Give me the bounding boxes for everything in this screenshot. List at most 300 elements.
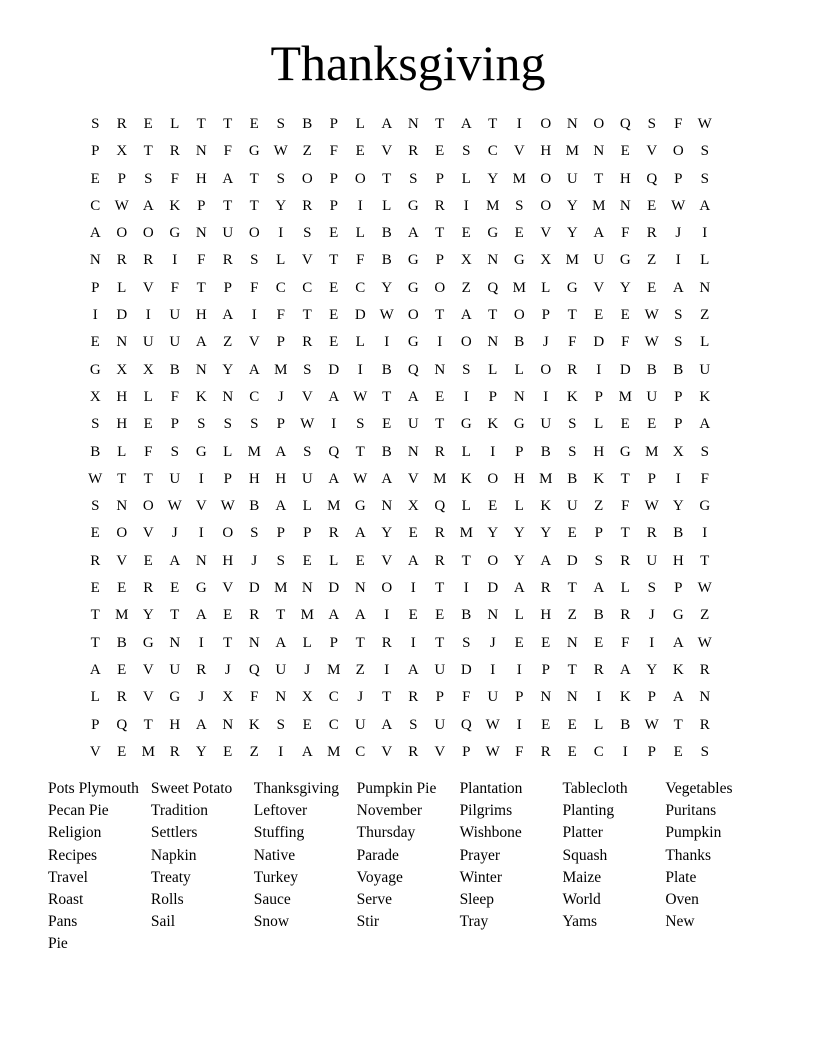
grid-letter: N [407,443,419,460]
grid-letter: N [301,580,313,597]
grid-letter: U [354,716,366,733]
grid-letter: L [117,443,127,460]
grid-letter: L [700,334,710,351]
grid-letter: T [143,143,153,160]
grid-letter: R [116,252,127,269]
grid-letter: I [490,661,496,678]
grid-letter: F [621,334,630,351]
grid-letter: R [434,443,445,460]
grid-letter: L [223,443,233,460]
grid-letter: A [275,498,287,515]
grid-letter: Q [248,661,260,678]
grid-letter: L [382,197,392,214]
grid-letter: V [540,225,552,242]
grid-letter: W [485,716,500,733]
grid-letter: C [302,279,313,296]
grid-letter: S [674,307,683,324]
grid-letter: E [355,143,365,160]
grid-letter: N [195,552,207,569]
grid-letter: E [567,716,577,733]
grid-letter: H [169,716,181,733]
grid-letter: M [115,607,129,624]
grid-letter: Y [275,197,287,214]
word-list-item: Sleep [459,890,494,908]
grid-letter: M [300,607,314,624]
word-list-item: Turkey [253,868,298,886]
grid-letter: E [647,416,657,433]
grid-letter: K [672,661,684,678]
grid-letter: B [620,716,631,733]
grid-letter: Z [700,607,710,624]
grid-letter: P [435,252,444,269]
grid-letter: D [487,580,499,597]
grid-letter: H [195,170,207,187]
grid-letter: I [622,743,628,760]
grid-letter: F [170,388,179,405]
grid-letter: Q [646,170,658,187]
grid-letter: C [355,743,366,760]
grid-letter: F [515,743,524,760]
grid-letter: S [594,552,603,569]
grid-letter: O [248,225,260,242]
grid-letter: P [91,279,100,296]
grid-letter: A [328,470,340,487]
grid-letter: E [329,307,339,324]
word-list-item: Plantation [459,780,523,797]
grid-letter: N [699,279,711,296]
grid-letter: T [461,552,471,569]
grid-letter: Z [355,661,365,678]
grid-letter: R [302,334,313,351]
grid-letter: S [356,416,365,433]
grid-letter: E [514,634,524,651]
grid-letter: S [700,443,709,460]
grid-letter: G [566,279,578,296]
word-list-item: Treaty [150,868,191,886]
grid-letter: E [329,279,339,296]
grid-letter: S [409,170,418,187]
grid-letter: V [116,552,128,569]
grid-letter: T [620,525,630,542]
word-list-item: Leftover [253,802,308,820]
grid-letter: E [594,307,604,324]
grid-letter: P [541,661,550,678]
grid-letter: S [91,498,100,515]
grid-letter: M [539,470,553,487]
grid-letter: E [567,525,577,542]
grid-letter: O [460,334,472,351]
grid-letter: G [169,689,181,706]
grid-letter: M [618,388,632,405]
grid-letter: N [487,607,499,624]
grid-letter: E [647,279,657,296]
grid-letter: L [355,225,365,242]
grid-letter: R [328,525,339,542]
grid-letter: M [141,743,155,760]
grid-letter: M [512,170,526,187]
word-list-item: Religion [48,824,102,842]
grid-letter: N [619,197,631,214]
grid-letter: O [540,197,552,214]
grid-letter: E [673,743,683,760]
grid-letter: O [116,225,128,242]
grid-letter: E [620,307,630,324]
grid-letter: X [407,498,419,515]
grid-letter: O [142,498,154,515]
grid-letter: Z [594,498,604,515]
grid-letter: H [116,416,128,433]
word-list [48,778,768,956]
grid-letter: N [248,634,260,651]
grid-letter: Y [513,552,525,569]
grid-letter: P [329,170,338,187]
grid-letter: T [143,470,153,487]
grid-letter: S [250,252,259,269]
grid-letter: E [117,580,127,597]
word-list-item: Tablecloth [562,780,628,797]
grid-letter: I [357,197,363,214]
grid-letter: I [384,334,390,351]
grid-letter: E [117,661,127,678]
grid-letter: Z [302,143,312,160]
grid-letter: E [90,170,100,187]
word-list-item: World [562,890,601,908]
grid-letter: P [91,143,100,160]
grid-letter: I [410,634,416,651]
grid-letter: E [223,607,233,624]
grid-letter: Q [407,361,419,378]
grid-letter: V [407,470,419,487]
grid-letter: P [515,689,524,706]
grid-letter: I [251,307,257,324]
grid-letter: A [699,197,711,214]
word-list-item: Thanks [665,846,711,864]
grid-letter: J [224,661,231,678]
grid-letter: M [512,279,526,296]
grid-letter: S [276,716,285,733]
grid-letter: L [117,279,127,296]
word-list-item: Voyage [356,868,403,886]
grid-letter: T [700,552,710,569]
grid-letter: F [462,689,471,706]
word-list-item: Pilgrims [459,802,513,820]
grid-letter: Y [540,525,552,542]
grid-letter: Q [328,443,340,460]
grid-letter: B [646,361,657,378]
grid-letter: D [328,361,340,378]
grid-letter: A [619,661,631,678]
grid-letter: Z [249,743,259,760]
word-list-item: Sail [150,913,176,931]
grid-letter: S [700,143,709,160]
grid-letter: J [675,225,682,242]
grid-letter: L [700,252,710,269]
grid-letter: E [223,743,233,760]
grid-letter: T [435,225,445,242]
grid-letter: J [277,388,284,405]
grid-letter: M [486,197,500,214]
grid-letter: O [672,143,684,160]
grid-letter: E [541,716,551,733]
grid-letter: I [490,443,496,460]
grid-letter: R [143,252,154,269]
grid-letter: C [355,279,366,296]
grid-letter: Z [700,307,710,324]
grid-letter: A [672,634,684,651]
grid-letter: Y [513,525,525,542]
grid-letter: K [540,498,552,515]
grid-letter: A [381,470,393,487]
word-list-item: Sauce [253,890,291,908]
word-list-item: Settlers [150,824,198,842]
grid-letter: N [222,388,234,405]
word-list-item: Parade [356,846,399,864]
grid-letter: U [169,307,181,324]
grid-letter: R [408,743,419,760]
grid-letter: L [461,498,471,515]
word-list-item: Pots Plymouth [48,780,139,797]
grid-letter: H [619,170,631,187]
grid-letter: I [145,307,151,324]
grid-letter: O [222,525,234,542]
grid-letter: B [381,252,392,269]
grid-letter: F [621,225,630,242]
grid-letter: B [90,443,101,460]
word-list-item: Serve [356,890,392,908]
grid-letter: T [329,252,339,269]
word-list-item: Travel [48,868,88,886]
grid-letter: P [91,716,100,733]
grid-letter: O [487,470,499,487]
grid-letter: S [170,443,179,460]
grid-letter: B [567,470,578,487]
grid-letter: L [170,116,180,132]
grid-letter: F [674,116,683,132]
grid-letter: H [195,307,207,324]
grid-letter: C [593,743,604,760]
grid-letter: B [673,525,684,542]
grid-letter: G [619,443,631,460]
grid-letter: A [142,197,154,214]
grid-letter: G [354,498,366,515]
grid-letter: O [381,580,393,597]
grid-letter: F [250,689,259,706]
grid-letter: I [516,661,522,678]
grid-letter: T [567,661,577,678]
grid-letter: V [593,279,605,296]
grid-letter: P [170,416,179,433]
grid-letter: I [278,225,284,242]
grid-letter: A [540,552,552,569]
grid-letter: P [303,525,312,542]
grid-letter: K [487,416,499,433]
grid-letter: E [355,552,365,569]
word-list-item: Planting [562,802,615,820]
grid-letter: W [697,580,712,597]
grid-letter: W [353,388,368,405]
grid-letter: V [301,252,313,269]
grid-letter: A [275,634,287,651]
grid-letter: Y [195,743,207,760]
grid-letter: O [487,552,499,569]
grid-letter: A [195,334,207,351]
grid-letter: J [542,334,549,351]
grid-letter: W [644,498,659,515]
grid-letter: G [89,361,101,378]
grid-letter: E [647,197,657,214]
grid-letter: R [116,689,127,706]
grid-letter: X [89,388,101,405]
grid-letter: W [697,116,712,132]
grid-letter: H [116,388,128,405]
grid-letter: R [620,607,631,624]
grid-letter: J [304,661,311,678]
grid-letter: U [407,416,419,433]
grid-letter: E [488,498,498,515]
grid-letter: X [222,689,234,706]
grid-letter: N [434,361,446,378]
grid-letter: I [596,689,602,706]
grid-letter: B [381,361,392,378]
grid-letter: O [116,525,128,542]
grid-letter: L [594,716,604,733]
grid-letter: L [302,634,312,651]
grid-letter: J [648,607,655,624]
grid-letter: H [540,143,552,160]
grid-letter: G [407,334,419,351]
grid-letter: Y [142,607,154,624]
grid-letter: I [278,743,284,760]
grid-letter: N [566,689,578,706]
grid-letter: I [649,634,655,651]
grid-letter: G [248,143,260,160]
word-list-item: November [356,802,423,820]
grid-letter: L [541,279,551,296]
grid-letter: T [435,307,445,324]
grid-letter: X [116,361,128,378]
grid-letter: U [169,334,181,351]
grid-letter: Z [223,334,233,351]
grid-letter: A [89,225,101,242]
grid-letter: U [222,225,234,242]
grid-letter: P [674,416,683,433]
grid-letter: O [540,170,552,187]
grid-letter: I [92,307,98,324]
grid-letter: G [407,279,419,296]
grid-letter: E [408,525,418,542]
grid-letter: I [384,607,390,624]
grid-letter: M [645,443,659,460]
grid-letter: R [699,661,710,678]
grid-letter: T [488,307,498,324]
grid-letter: I [516,116,522,132]
grid-letter: Z [647,252,657,269]
word-list-item: Wishbone [459,824,522,842]
grid-letter: M [592,197,606,214]
grid-letter: L [329,552,339,569]
grid-letter: P [594,388,603,405]
grid-letter: S [91,416,100,433]
grid-letter: A [672,279,684,296]
grid-letter: R [646,525,657,542]
grid-letter: L [90,689,100,706]
grid-letter: B [514,334,525,351]
word-list-item: Snow [253,913,290,931]
grid-letter: C [487,143,498,160]
grid-letter: I [331,416,337,433]
grid-letter: A [328,607,340,624]
grid-letter: A [275,443,287,460]
word-list-item: Prayer [459,846,501,864]
grid-letter: I [463,388,469,405]
grid-letter: E [90,525,100,542]
grid-letter: F [621,498,630,515]
grid-letter: X [540,252,552,269]
grid-letter: T [302,307,312,324]
grid-letter: A [593,225,605,242]
grid-letter: I [675,470,681,487]
grid-letter: E [461,225,471,242]
grid-letter: Y [619,279,631,296]
grid-letter: T [90,607,100,624]
grid-letter: F [700,470,709,487]
grid-letter: R [143,580,154,597]
grid-letter: V [142,661,154,678]
grid-letter: F [144,443,153,460]
grid-letter: A [407,661,419,678]
grid-letter: T [117,470,127,487]
word-list-item: Oven [665,890,699,908]
grid-letter: P [647,470,656,487]
grid-letter: K [248,716,260,733]
grid-letter: V [434,743,446,760]
grid-letter: M [327,661,341,678]
grid-letter: B [116,634,127,651]
grid-letter: U [566,498,578,515]
grid-letter: E [408,607,418,624]
grid-letter: S [250,416,259,433]
grid-letter: P [515,443,524,460]
grid-letter: P [541,307,550,324]
grid-letter: L [514,607,524,624]
grid-letter: R [646,225,657,242]
grid-letter: S [223,416,232,433]
grid-letter: Z [461,279,471,296]
grid-letter: X [672,443,684,460]
word-list-item: Pecan Pie [48,802,109,820]
word-list-item: New [665,913,695,931]
grid-letter: F [250,279,259,296]
grid-letter: S [568,443,577,460]
grid-letter: E [435,388,445,405]
grid-letter: Y [566,197,578,214]
grid-letter: G [619,252,631,269]
grid-letter: X [142,361,154,378]
grid-letter: O [142,225,154,242]
page-title: Thanksgiving [270,35,546,91]
grid-letter: R [169,143,180,160]
grid-letter: C [328,716,339,733]
grid-letter: R [540,580,551,597]
word-list-item: Rolls [150,890,184,908]
grid-letter: E [594,634,604,651]
grid-letter: P [329,197,338,214]
grid-letter: W [88,470,103,487]
grid-letter: M [565,252,579,269]
grid-letter: W [353,470,368,487]
grid-letter: S [462,143,471,160]
grid-letter: R [90,552,101,569]
